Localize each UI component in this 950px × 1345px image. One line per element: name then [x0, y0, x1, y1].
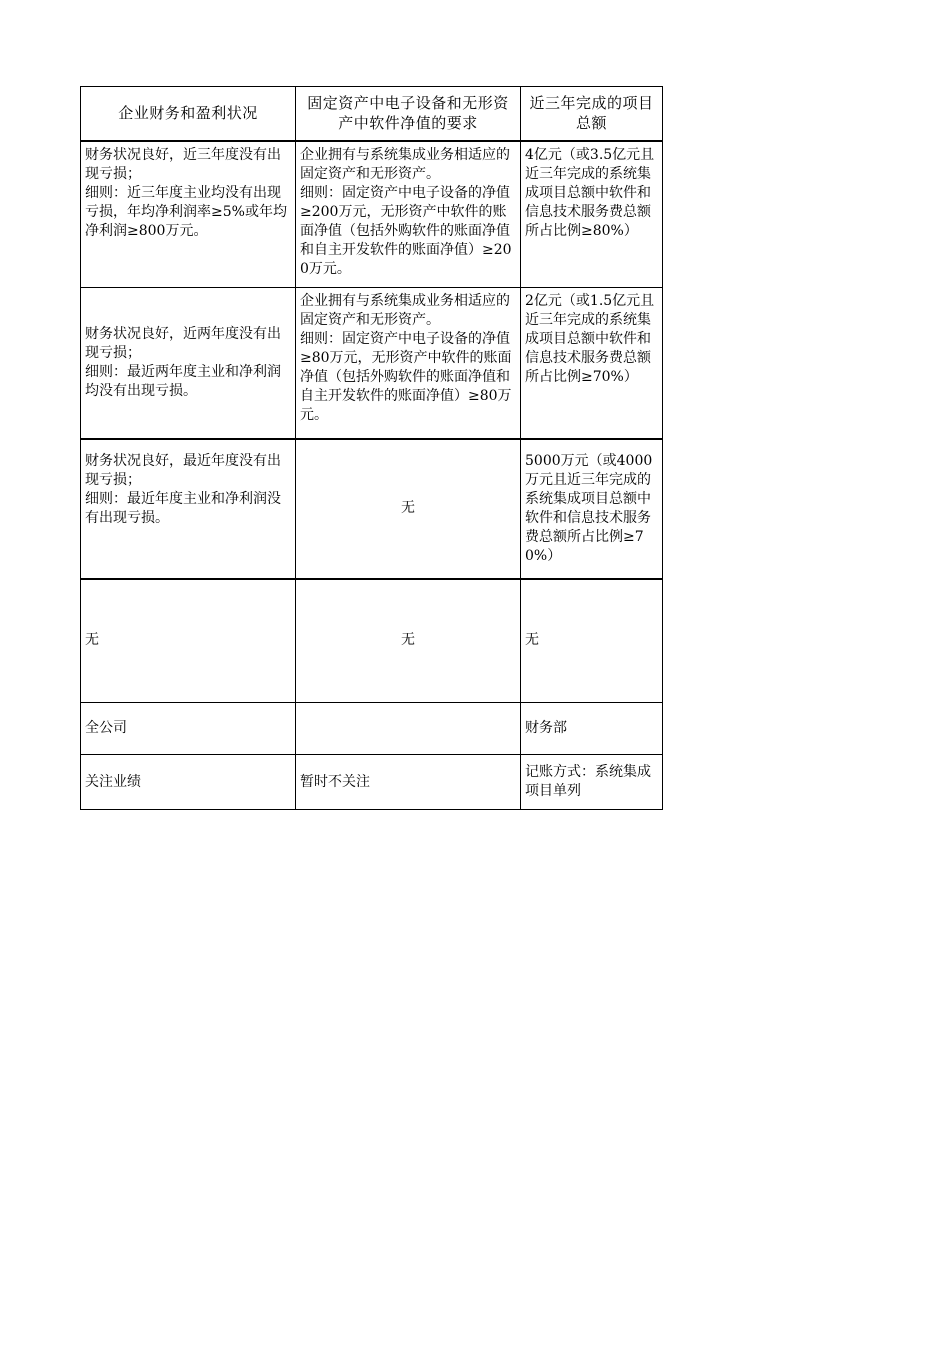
cell-finance[interactable]: 财务状况良好，最近年度没有出现亏损； 细则：最近年度主业和净利润没有出现亏损。: [81, 439, 296, 579]
table-row: [81, 755, 663, 810]
table-row: [81, 703, 663, 755]
cell-assets[interactable]: 暂时不关注: [296, 755, 521, 810]
cell-finance[interactable]: 无: [81, 579, 296, 703]
cell-project-total[interactable]: 财务部: [521, 703, 663, 755]
header-project-total[interactable]: 近三年完成的项目总额: [521, 87, 663, 141]
cell-finance[interactable]: 全公司: [81, 703, 296, 755]
cell-project-total[interactable]: 无: [521, 579, 663, 703]
cell-assets[interactable]: 企业拥有与系统集成业务相适应的固定资产和无形资产。 细则：固定资产中电子设备的净值≥200万元，无形资产中软件的账面净值（包括外购软件的账面净值和自主开发软件的账面净值）≥200万元。: [296, 141, 521, 288]
table-row: [81, 579, 663, 703]
table-row: [81, 288, 663, 439]
table-row: [81, 439, 663, 579]
cell-assets[interactable]: 企业拥有与系统集成业务相适应的固定资产和无形资产。 细则：固定资产中电子设备的净值≥80万元，无形资产中软件的账面净值（包括外购软件的账面净值和自主开发软件的账面净值）≥80万元。: [296, 288, 521, 439]
cell-assets[interactable]: 无: [296, 439, 521, 579]
cell-assets[interactable]: [296, 703, 521, 755]
cell-project-total[interactable]: 4亿元（或3.5亿元且近三年完成的系统集成项目总额中软件和信息技术服务费总额所占比例≥80%）: [521, 141, 663, 288]
cell-project-total[interactable]: 5000万元（或4000万元且近三年完成的系统集成项目总额中软件和信息技术服务费总额所占比例≥70%）: [521, 439, 663, 579]
cell-finance[interactable]: 财务状况良好，近三年度没有出现亏损； 细则：近三年度主业均没有出现亏损，年均净利润率≥5%或年均净利润≥800万元。: [81, 141, 296, 288]
cell-project-total[interactable]: 2亿元（或1.5亿元且近三年完成的系统集成项目总额中软件和信息技术服务费总额所占比例≥70%）: [521, 288, 663, 439]
cell-assets[interactable]: 无: [296, 579, 521, 703]
table-row: [81, 141, 663, 288]
qualification-table: [80, 86, 663, 810]
header-finance[interactable]: 企业财务和盈利状况: [81, 87, 296, 141]
header-row: [81, 87, 663, 141]
cell-finance[interactable]: 关注业绩: [81, 755, 296, 810]
cell-project-total[interactable]: 记账方式：系统集成项目单列: [521, 755, 663, 810]
cell-finance[interactable]: 财务状况良好，近两年度没有出现亏损； 细则：最近两年度主业和净利润均没有出现亏损。: [81, 288, 296, 439]
header-assets[interactable]: 固定资产中电子设备和无形资产中软件净值的要求: [296, 87, 521, 141]
